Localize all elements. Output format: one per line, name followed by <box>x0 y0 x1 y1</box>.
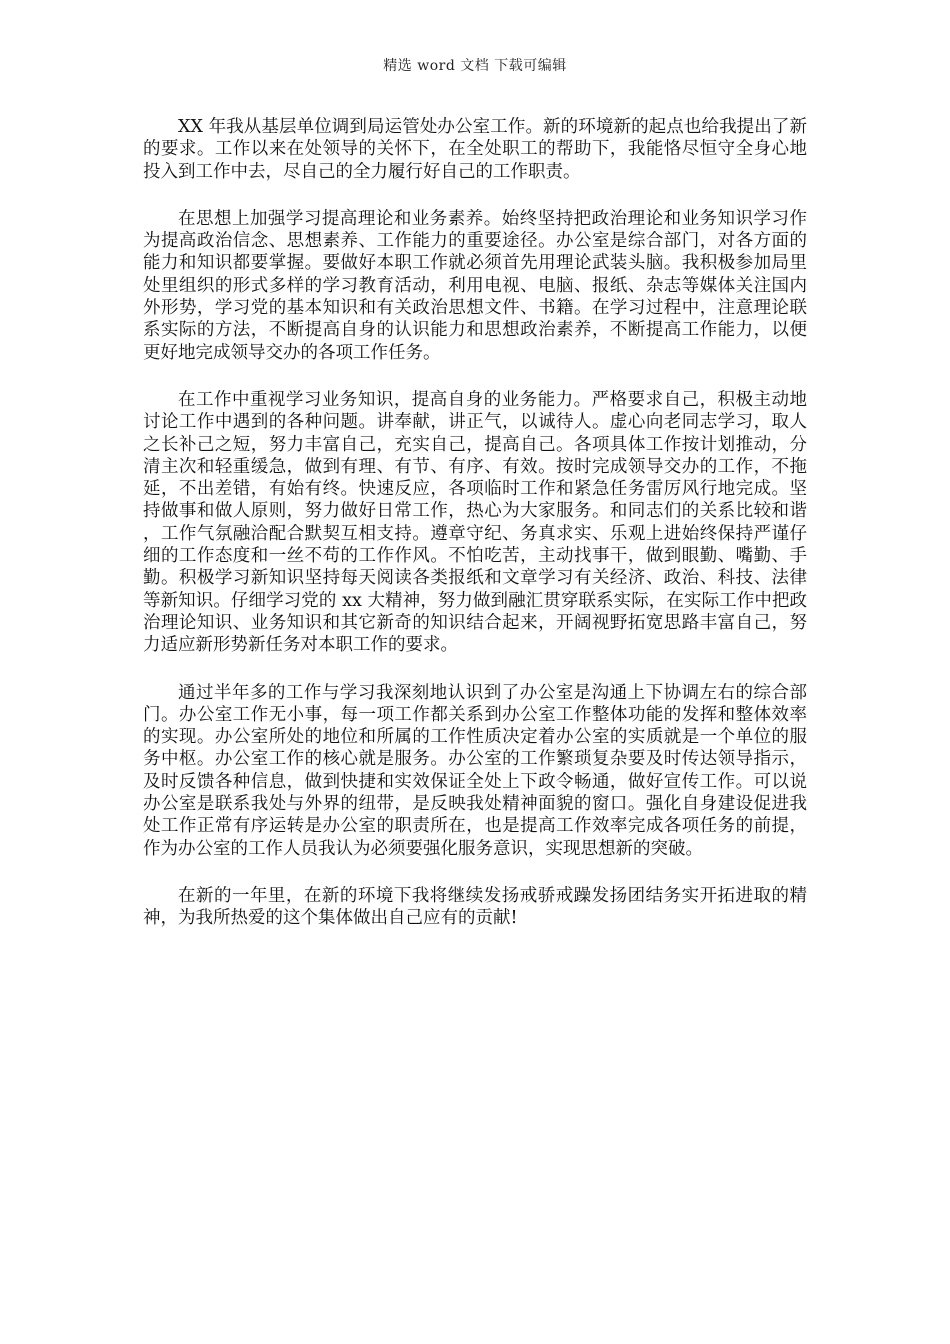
page-header: 精选 word 文档 下载可编辑 <box>383 58 567 74</box>
paragraph-1: XX 年我从基层单位调到局运管处办公室工作。新的环境新的起点也给我提出了新的要求。工作以来在处领导的关怀下，在全处职工的帮助下，我能恪尽恒守全身心地投入到工作中去，尽自己的全力履行好自己的工作职责。 <box>143 117 807 182</box>
paragraph-5: 在新的一年里，在新的环境下我将继续发扬戒骄戒躁发扬团结务实开拓进取的精神，为我所热爱的这个集体做出自己应有的贡献! <box>143 885 807 929</box>
paragraph-2: 在思想上加强学习提高理论和业务素养。始终坚持把政治理论和业务知识学习作为提高政治信念、思想素养、工作能力的重要途径。办公室是综合部门，对各方面的能力和知识都要掌握。要做好本职工作就必须首先用理论武装头脑。我积极参加局里处里组织的形式多样的学习教育活动，利用电视、电脑、报纸、杂志等媒体关注国内外形势，学习党的基本知识和有关政治思想文件、书籍。在学习过程中，注意理论联系实际的方法，不断提高自身的认识能力和思想政治素养，不断提高工作能力，以便更好地完成领导交办的各项工作任务。 <box>143 208 807 363</box>
paragraph-4: 通过半年多的工作与学习我深刻地认识到了办公室是沟通上下协调左右的综合部门。办公室工作无小事，每一项工作都关系到办公室工作整体功能的发挥和整体效率的实现。办公室所处的地位和所属的工作性质决定着办公室的实质就是一个单位的服务中枢。办公室工作的核心就是服务。办公室的工作繁琐复杂要及时传达领导指示，及时反馈各种信息，做到快捷和实效保证全处上下政令畅通，做好宣传工作。可以说办公室是联系我处与外界的纽带，是反映我处精神面貌的窗口。强化自身建设促进我处工作正常有序运转是办公室的职责所在，也是提高工作效率完成各项任务的前提，作为办公室的工作人员我认为必须要强化服务意识，实现思想新的突破。 <box>143 682 807 859</box>
document-body <box>143 116 807 955</box>
paragraph-3: 在工作中重视学习业务知识，提高自身的业务能力。严格要求自己，积极主动地讨论工作中遇到的各种问题。讲奉献，讲正气，以诚待人。虚心向老同志学习，取人之长补己之短，努力丰富自己，充实自己，提高自己。各项具体工作按计划推动，分清主次和轻重缓急，做到有理、有节、有序、有效。按时完成领导交办的工作，不拖延，不出差错，有始有终。快速反应，各项临时工作和紧急任务雷厉风行地完成。坚持做事和做人原则，努力做好日常工作，热心为大家服务。和同志们的关系比较和谐，工作气氛融洽配合默契互相支持。遵章守纪、务真求实、乐观上进始终保持严谨仔细的工作态度和一丝不苟的工作作风。不怕吃苦，主动找事干，做到眼勤、嘴勤、手勤。积极学习新知识坚持每天阅读各类报纸和文章学习有关经济、政治、科技、法律等新知识。仔细学习党的 xx 大精神，努力做到融汇贯穿联系实际，在实际工作中把政治理论知识、业务知识和其它新奇的知识结合起来，开阔视野拓宽思路丰富自己，努力适应新形势新任务对本职工作的要求。 <box>143 389 807 656</box>
